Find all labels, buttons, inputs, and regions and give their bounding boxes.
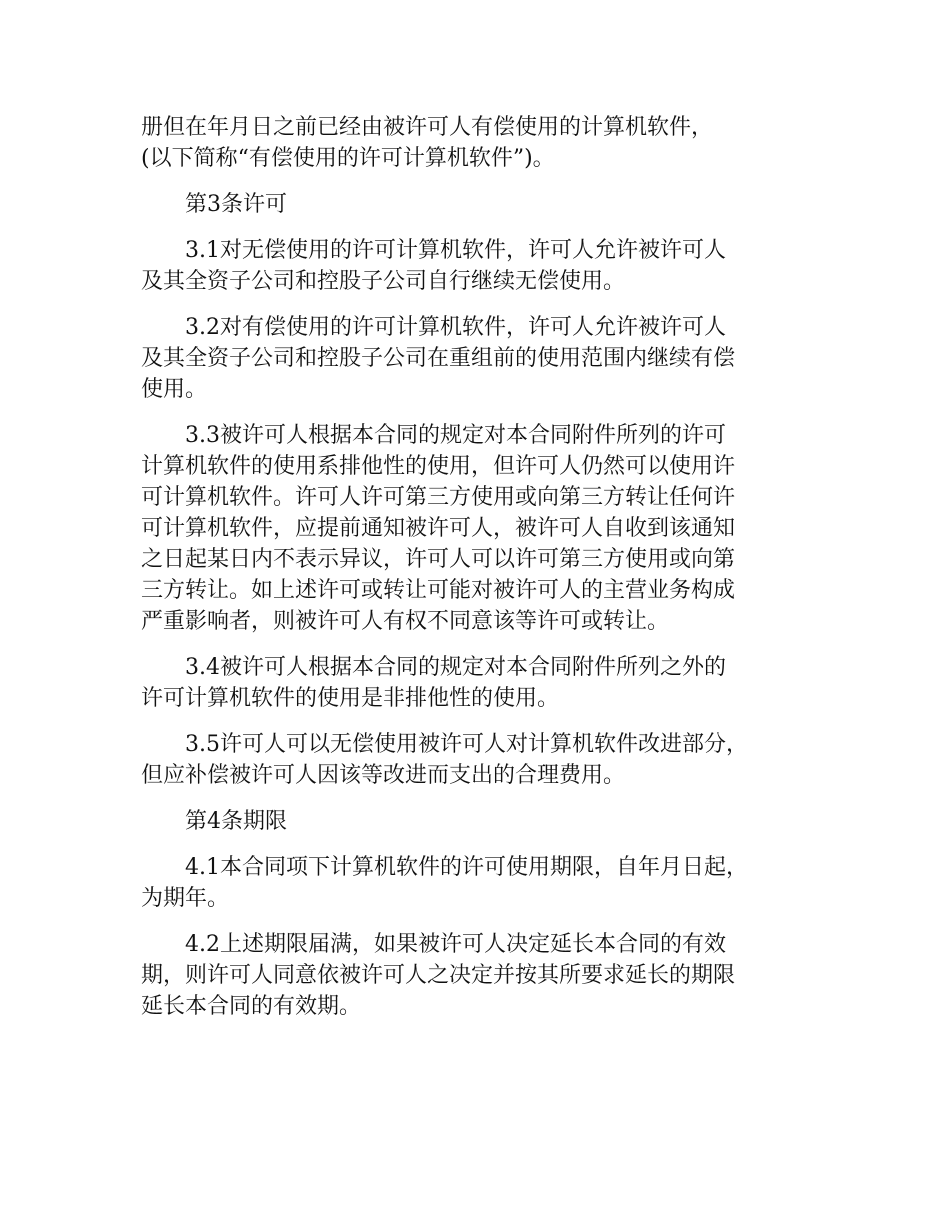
text-line: 3.2对有偿使用的许可计算机软件，许可人允许被许可人 [185,315,726,340]
paragraph-continuation [141,112,813,174]
text-line: 但应补偿被许可人因该等改进而支出的合理费用。 [141,763,626,788]
text-line: 三方转让。如上述许可或转让可能对被许可人的主营业务构成 [141,578,736,603]
clause-3-1 [141,235,813,297]
text-line: 使用。 [141,377,208,402]
text-line: 3.3被许可人根据本合同的规定对本合同附件所列的许可 [185,423,726,448]
text-line: 3.5许可人可以无偿使用被许可人对计算机软件改进部分， [185,732,748,757]
text-line: 册但在年月日之前已经由被许可人有偿使用的计算机软件， [141,115,714,140]
text-line: 期，则许可人同意依被许可人之决定并按其所要求延长的期限 [141,963,736,988]
clause-3-4 [141,652,813,714]
text-line: (以下简称“有偿使用的许可计算机软件”)。 [141,146,555,171]
clause-3-5 [141,729,813,791]
text-line: 3.1对无偿使用的许可计算机软件，许可人允许被许可人 [185,238,726,263]
clause-3-3 [141,420,813,637]
text-line: 4.2上述期限届满，如果被许可人决定延长本合同的有效 [185,932,726,957]
text-line: 严重影响者，则被许可人有权不同意该等许可或转让。 [141,609,670,634]
section-heading-article-3 [141,189,813,220]
section-heading-article-4 [141,806,813,837]
text-line: 为期年。 [141,886,230,911]
text-line: 延长本合同的有效期。 [141,994,362,1019]
clause-3-2 [141,312,813,405]
text-line: 之日起某日内不表示异议，许可人可以许可第三方使用或向第 [141,547,736,572]
text-line: 4.1本合同项下计算机软件的许可使用期限，自年月日起， [185,855,748,880]
text-line: 计算机软件的使用系排他性的使用，但许可人仍然可以使用许 [141,454,736,479]
clause-4-1 [141,852,813,914]
text-line: 许可计算机软件的使用是非排他性的使用。 [141,686,560,711]
text-line: 可计算机软件，应提前通知被许可人，被许可人自收到该通知 [141,516,736,541]
text-line: 及其全资子公司和控股子公司自行继续无偿使用。 [141,269,626,294]
text-line: 及其全资子公司和控股子公司在重组前的使用范围内继续有偿 [141,346,736,371]
text-line: 第4条期限 [185,809,287,834]
text-line: 第3条许可 [185,192,287,217]
clause-4-2 [141,929,813,1022]
text-line: 可计算机软件。许可人许可第三方使用或向第三方转让任何许 [141,485,736,510]
text-line: 3.4被许可人根据本合同的规定对本合同附件所列之外的 [185,655,726,680]
document-body [141,112,813,1037]
